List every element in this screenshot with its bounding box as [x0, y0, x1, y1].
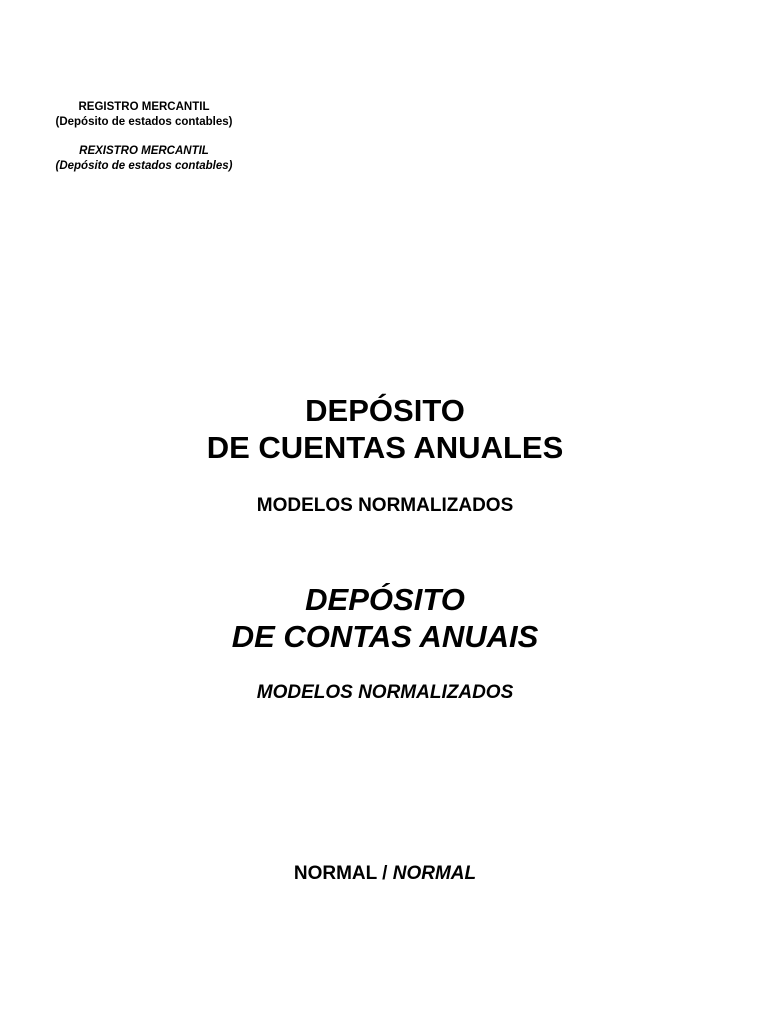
registry-header-gl: [0, 144, 288, 174]
model-type-es: NORMAL: [293, 863, 377, 884]
registry-subtitle-es: (Depósito de estados contables): [55, 116, 233, 128]
title-es-line1: DEPÓSITO: [305, 393, 465, 428]
registry-header-es: [0, 100, 288, 130]
title-gl-line1: DEPÓSITO: [305, 582, 465, 617]
document-subtitle-gl: MODELOS NORMALIZADOS: [256, 682, 514, 703]
registry-name-gl: REXISTRO MERCANTIL: [79, 145, 209, 157]
title-es-line2: DE CUENTAS ANUALES: [206, 430, 564, 465]
title-gl-line2: DE CONTAS ANUAIS: [231, 619, 539, 654]
registry-name-es: REGISTRO MERCANTIL: [78, 101, 210, 113]
document-subtitle-es: MODELOS NORMALIZADOS: [256, 495, 514, 516]
registry-subtitle-gl: (Depósito de estados contables): [55, 160, 233, 172]
model-type-gl: NORMAL: [392, 863, 477, 884]
document-title-gl: [0, 581, 770, 655]
document-title-es: [0, 392, 770, 466]
model-type-label: [0, 862, 770, 886]
model-type-separator: /: [376, 863, 393, 884]
